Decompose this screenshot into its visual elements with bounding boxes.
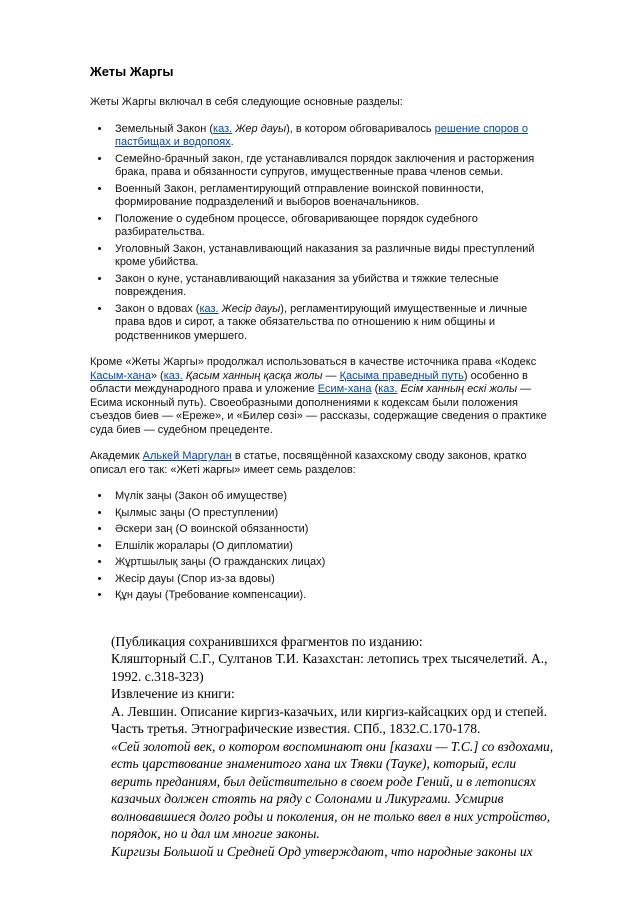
link-alkey-margulan[interactable]: Алькей Маргулан bbox=[142, 450, 232, 462]
text-segment: Жесір дауы bbox=[221, 302, 281, 315]
list-item: • Құн дауы (Требование компенсации). bbox=[111, 589, 556, 603]
list-item: • Жесір дауы (Спор из-за вдовы) bbox=[111, 573, 556, 587]
publication-extract: Извлечение из книги: bbox=[111, 686, 235, 701]
list-item: • Елшілік жоралары (О дипломатии) bbox=[111, 540, 556, 554]
link-kazakh-language[interactable]: каз. bbox=[213, 122, 233, 135]
main-sections-list bbox=[90, 123, 556, 344]
quote-continuation: Киргизы Большой и Средней Орд утверждают, что народные законы их bbox=[111, 843, 533, 859]
list-item: • Земельный Закон (каз. Жер дауы), в котором обговаривалось решение споров о пастбищах и водопоях. bbox=[111, 123, 556, 150]
quote-paragraph: «Сей золотой век, о котором воспоминают они [казахи — Т.С.] со вздохами, есть царствование знаменитого хана их Тявки (Тауке), который, если верить преданиям, был действительно в своем роде Гений, и в летописях казачьих должен стоять на ряду с Солонами и Ликургами. Усмирив волновавшиеся долго роды и поколения, он не только ввел в них устройство, порядок, но и дал им многие законы. bbox=[111, 738, 554, 841]
publication-intro: (Публикация сохранившихся фрагментов по изданию: bbox=[111, 633, 423, 649]
link-kazakh-language[interactable]: каз. bbox=[163, 369, 183, 382]
seven-sections-list bbox=[90, 490, 556, 603]
link-pasture-water-disputes[interactable]: решение споров о пастбищах и водопоях bbox=[115, 122, 529, 148]
list-item: • Закон о вдовах (каз. Жесір дауы), регламентирующий имущественные и личные права вдов и сирот, а также обязательства по отношению к ним общины и родственников умершего. bbox=[111, 303, 556, 344]
link-kazakh-language[interactable]: каз. bbox=[199, 302, 219, 315]
list-item: • Закон о куне, устанавливающий наказания за убийства и тяжкие телесные повреждения. bbox=[111, 273, 556, 300]
publication-section bbox=[111, 633, 556, 861]
intro-paragraph: Жеты Жаргы включал в себя следующие основные разделы: bbox=[90, 96, 403, 108]
link-kasym-khan[interactable]: Касым-хана bbox=[90, 369, 151, 382]
list-item: • Положение о судебном процессе, обговаривающее порядок судебного разбирательства. bbox=[111, 213, 556, 240]
text-segment: Есім ханның ескі жолы bbox=[400, 383, 518, 395]
publication-book: А. Левшин. Описание киргиз-казачьих, или киргиз-кайсацких орд и степей. Часть третья. Этнографические известия. СПб., 1832.С.170-178. bbox=[111, 703, 548, 736]
list-item: • Семейно-брачный закон, где устанавливался порядок заключения и расторжения брака, права и обязанности супругов, имущественные права членов семьи. bbox=[111, 153, 556, 180]
list-item: • Қылмыс заңы (О преступлении) bbox=[111, 507, 556, 521]
text-segment: Қасым ханның қасқа жолы bbox=[185, 369, 323, 382]
paragraph-kodeks: Кроме «Жеты Жаргы» продолжал использоваться в качестве источника права «Кодекс Касым-хана» (каз. Қасым ханның қасқа жолы — Қасыма праведный путь) особенно в области международного права и уложение Есим-хана (каз. Есім ханның ескі жолы — Есима исконный путь). Своеобразными дополнениями к кодексам были положения съездов биев — «Ереже», и «Билер сөзі» — рассказы, содержащие сведения о практике суда биев — судебном прецеденте. bbox=[90, 356, 547, 436]
list-item: • Жұртшылық заңы (О гражданских лицах) bbox=[111, 556, 556, 570]
paragraph-margulan: Академик Алькей Маргулан в статье, посвящённой казахскому своду законов, кратко описал его так: «Жеті жарғы» имеет семь разделов: bbox=[90, 450, 527, 476]
text-segment: Жер дауы bbox=[235, 122, 287, 135]
link-kazakh-language[interactable]: каз. bbox=[378, 383, 398, 395]
list-item: • Әскери заң (О воинской обязанности) bbox=[111, 523, 556, 537]
link-kasym-righteous-path[interactable]: Қасыма праведный путь bbox=[339, 369, 464, 382]
list-item: • Уголовный Закон, устанавливающий наказания за различные виды преступлений кроме убийства. bbox=[111, 243, 556, 270]
list-item: • Мүлік заңы (Закон об имуществе) bbox=[111, 490, 556, 504]
publication-source: Кляшторный С.Г., Султанов Т.И. Казахстан: летопись трех тысячелетий. А., 1992. с.318-323) bbox=[111, 651, 548, 684]
list-item: • Военный Закон, регламентирующий отправление воинской повинности, формирование подразделений и выборов военачальников. bbox=[111, 183, 556, 210]
page-title: Жеты Жаргы bbox=[90, 64, 174, 79]
link-esim-khan[interactable]: Есим-хана bbox=[317, 383, 372, 395]
